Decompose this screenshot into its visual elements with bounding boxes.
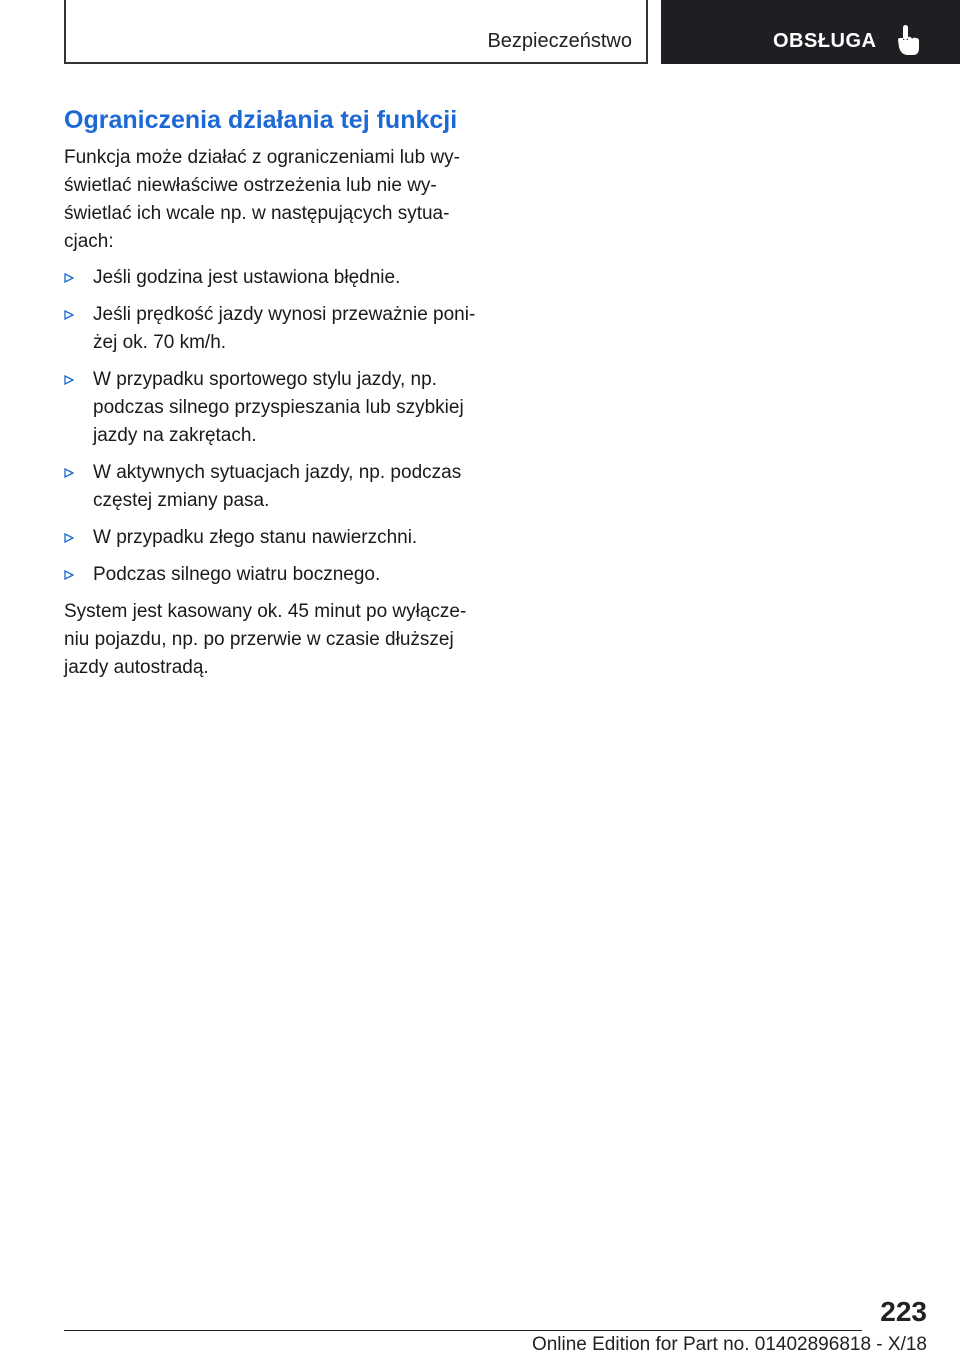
list-item-text: W przypadku złego stanu nawierzchni. [93, 527, 418, 548]
list-item [64, 561, 484, 589]
triangle-bullet-icon [64, 533, 74, 543]
triangle-bullet-icon [64, 468, 74, 478]
list-item-text: Jeśli godzina jest ustawiona błędnie. [93, 267, 401, 288]
section-name: Bezpieczeństwo [487, 30, 632, 52]
outro-paragraph: System jest kasowany ok. 45 minut po wyłącze- niu pojazdu, np. po przerwie w czasie dłuższej jazdy autostradą. [64, 601, 467, 678]
section-title: Ograniczenia działania tej funkcji [64, 106, 458, 134]
hand-pointer-icon [895, 24, 921, 56]
triangle-bullet-icon [64, 375, 74, 385]
intro-paragraph: Funkcja może działać z ograniczeniami lub wy- świetlać niewłaściwe ostrzeżenia lub nie wy- świetlać ich wcale np. w następujących sytua- cjach: [64, 147, 460, 252]
edition-footer: Online Edition for Part no. 01402896818 - X/18 [531, 1334, 927, 1355]
list-item [64, 459, 484, 515]
footer-divider [64, 1330, 862, 1331]
list-item [64, 264, 484, 292]
list-item [64, 366, 484, 450]
list-item-text: W aktywnych sytuacjach jazdy, np. podczas częstej zmiany pasa. [93, 462, 462, 511]
list-item-text: Jeśli prędkość jazdy wynosi przeważnie poni- żej ok. 70 km/h. [93, 304, 476, 353]
chapter-tab[interactable] [661, 0, 960, 64]
list-item [64, 524, 484, 552]
triangle-bullet-icon [64, 310, 74, 320]
triangle-bullet-icon [64, 273, 74, 283]
page-number: 223 [880, 1296, 927, 1327]
list-item-text: Podczas silnego wiatru bocznego. [93, 564, 381, 585]
limitations-list [64, 264, 484, 589]
chapter-label: OBSŁUGA [773, 30, 877, 52]
section-header [64, 0, 648, 64]
main-content [64, 104, 484, 682]
triangle-bullet-icon [64, 570, 74, 580]
list-item-text: W przypadku sportowego stylu jazdy, np. podczas silnego przyspieszania lub szybkiej jazdy na zakrętach. [93, 369, 464, 446]
list-item [64, 301, 484, 357]
